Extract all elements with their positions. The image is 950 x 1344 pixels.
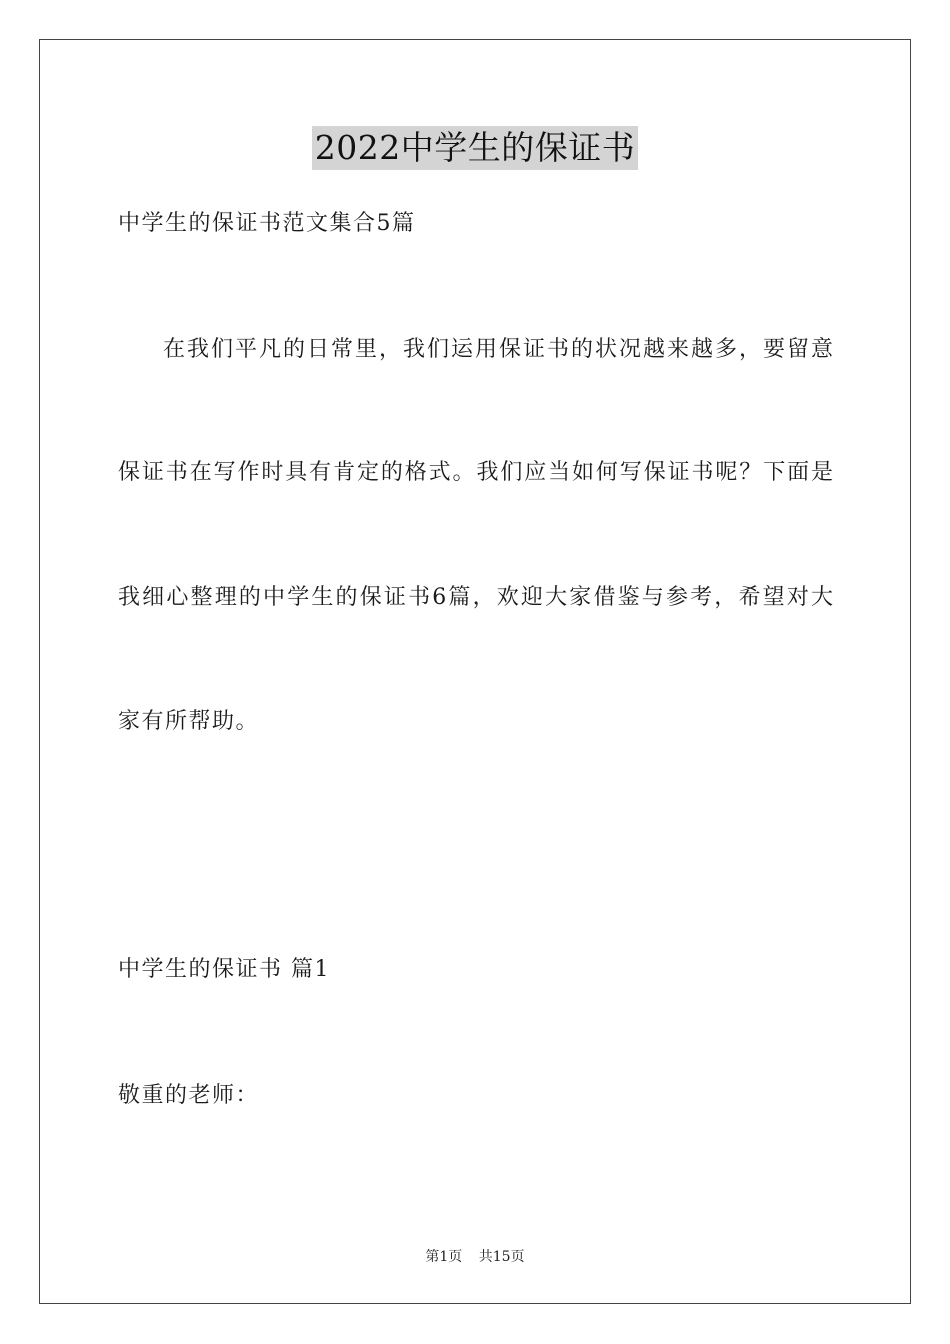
document-title: 2022中学生的保证书 [312,126,638,170]
title-container [0,126,950,170]
intro-line-3: 我细心整理的中学生的保证书6篇，欢迎大家借鉴与参考，希望对大 [118,585,833,610]
intro-line-2: 保证书在写作时具有肯定的格式。我们应当如何写保证书呢？下面是 [118,460,833,485]
page-total: 共15页 [478,1249,525,1265]
intro-line-1: 在我们平凡的日常里，我们运用保证书的状况越来越多，要留意 [163,337,833,362]
intro-line-4: 家有所帮助。 [118,709,260,734]
page-number: 第1页 [425,1249,463,1265]
section-heading: 中学生的保证书 篇1 [118,957,330,982]
page-footer [0,1247,950,1267]
document-subtitle: 中学生的保证书范文集合5篇 [118,211,416,236]
salutation: 敬重的老师： [118,1083,260,1108]
